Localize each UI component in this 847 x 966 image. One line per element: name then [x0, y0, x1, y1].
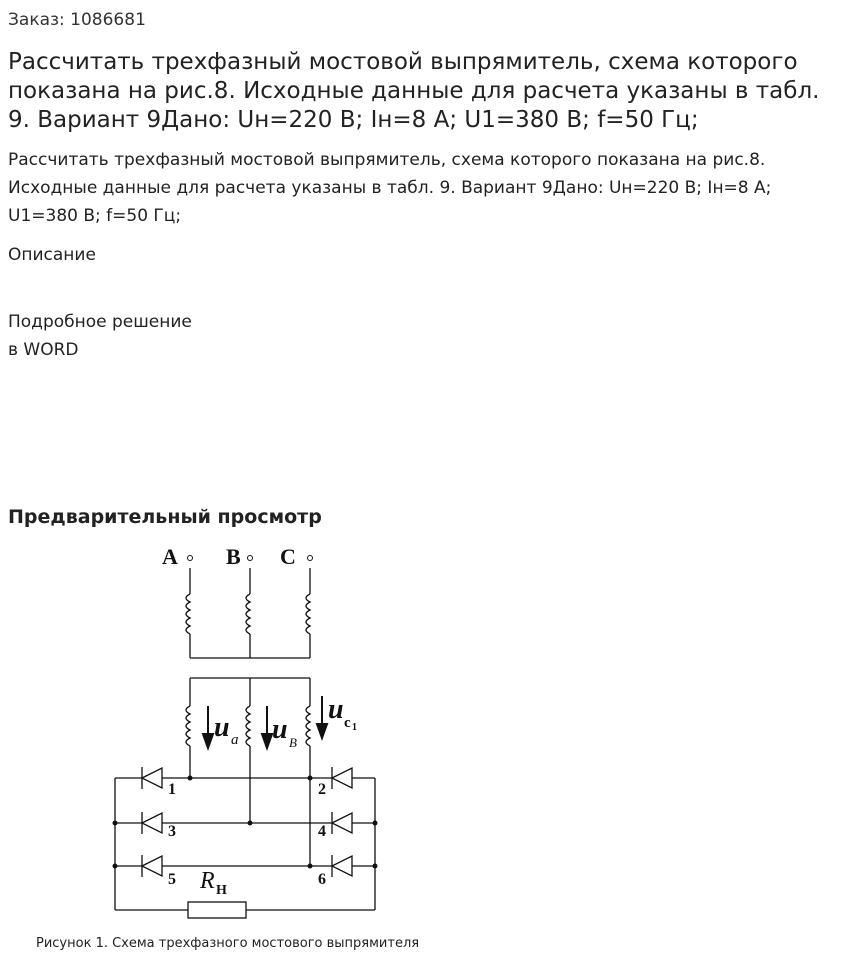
u-c-label: u [328, 694, 344, 725]
diode-4-label: 4 [318, 823, 326, 840]
load-subscript: Н [216, 883, 227, 898]
u-c-subsubscript: 1 [352, 722, 357, 733]
u-b-label: u [272, 714, 288, 745]
diode-2 [332, 768, 352, 788]
order-number: Заказ: 1086681 [8, 10, 146, 30]
u-a-subscript: a [231, 732, 239, 748]
phase-b-label: B [226, 544, 241, 569]
phase-a-label: A [162, 544, 178, 569]
diode-4 [332, 813, 352, 833]
diode-3-label: 3 [168, 823, 176, 840]
page-title: Рассчитать трехфазный мостовой выпрямитель, схема которого показана на рис.8. Исходные данные для расчета указаны в табл. 9. Вариант 9Дано: Uн=220 В; Iн=8 А; U1=380 В; f=50 Гц; [8, 49, 820, 133]
solution-line-1: Подробное решение [8, 312, 192, 332]
u-c-subscript: c [344, 715, 351, 731]
diode-6 [332, 856, 352, 876]
solution-line-2: в WORD [8, 340, 79, 360]
phase-c-label: C [280, 544, 296, 569]
preview-heading: Предварительный просмотр [8, 506, 322, 528]
u-b-subscript: B [289, 735, 297, 750]
diode-5-label: 5 [168, 871, 176, 888]
load-label: R [200, 868, 215, 894]
diode-5 [142, 856, 162, 876]
u-a-label: u [214, 712, 230, 743]
diode-2-label: 2 [318, 781, 326, 798]
circuit-svg [100, 538, 400, 923]
diode-1 [142, 768, 162, 788]
diode-1-label: 1 [168, 781, 176, 798]
solution-info [8, 308, 192, 364]
diode-3 [142, 813, 162, 833]
diode-6-label: 6 [318, 871, 326, 888]
rectifier-circuit-diagram [100, 538, 400, 923]
task-description: Рассчитать трехфазный мостовой выпрямитель, схема которого показана на рис.8. Исходные данные для расчета указаны в табл. 9. Вариант 9Дано: Uн=220 В; Iн=8 А; U1=380 В; f=50 Гц; [8, 150, 772, 226]
load-resistor [188, 902, 246, 918]
figure-caption: Рисунок 1. Схема трехфазного мостового выпрямителя [36, 936, 420, 951]
description-heading: Описание [8, 245, 96, 265]
